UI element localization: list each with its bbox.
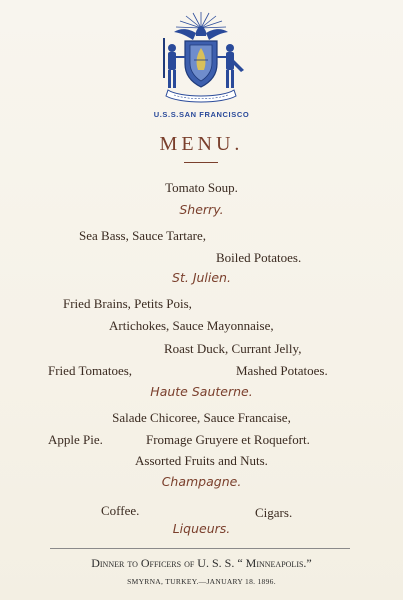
course-entree-2: Artichokes, Sauce Mayonnaise, (109, 318, 274, 333)
course-fish: Sea Bass, Sauce Tartare, (79, 228, 206, 243)
footer-divider (50, 548, 350, 549)
right-supporter-icon (216, 44, 244, 88)
menu-title: MENU. (159, 133, 244, 155)
course-side-left: Fried Tomatoes, (48, 363, 133, 378)
course-soup: Tomato Soup. (165, 180, 238, 195)
motto-ribbon-icon (166, 90, 236, 102)
course-roast: Roast Duck, Currant Jelly, (164, 341, 302, 356)
footer-occasion: Dinner to Officers of U. S. S. “ Minneapolis.” (91, 556, 312, 570)
left-supporter-icon (163, 38, 186, 88)
eagle-icon (174, 26, 228, 40)
course-dessert-right: Fromage Gruyere et Roquefort. (146, 432, 310, 447)
naval-coat-of-arms-icon (150, 8, 252, 110)
course-side-right: Mashed Potatoes. (236, 363, 328, 378)
wine-sherry: Sherry. (179, 202, 224, 217)
course-fruits: Assorted Fruits and Nuts. (135, 453, 268, 468)
course-cigars: Cigars. (255, 505, 293, 520)
sunburst-icon (176, 12, 226, 28)
footer-place-date: SMYRNA, TURKEY.—JANUARY 18. 1896. (127, 577, 276, 586)
wine-champagne: Champagne. (161, 474, 242, 489)
shield-icon (185, 41, 217, 87)
ship-name: U.S.S.SAN FRANCISCO (153, 110, 250, 119)
wine-liqueurs: Liqueurs. (172, 521, 231, 536)
course-salad: Salade Chicoree, Sauce Francaise, (112, 410, 291, 425)
title-divider (184, 162, 218, 163)
course-coffee: Coffee. (101, 503, 140, 518)
course-dessert-left: Apple Pie. (48, 432, 103, 447)
wine-st-julien: St. Julien. (172, 270, 231, 285)
course-fish-side: Boiled Potatoes. (216, 250, 302, 265)
wine-haute-sauterne: Haute Sauterne. (150, 384, 253, 399)
course-entree-1: Fried Brains, Petits Pois, (63, 296, 192, 311)
